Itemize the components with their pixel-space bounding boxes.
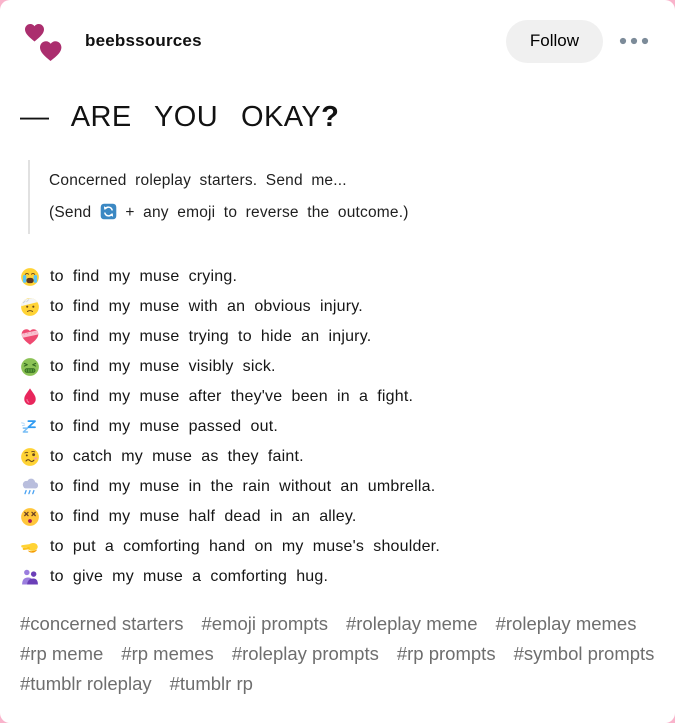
list-item [20, 502, 655, 532]
woozy-face-icon [20, 447, 40, 467]
tag[interactable]: #roleplay memes [495, 613, 637, 634]
tag[interactable]: #concerned starters [20, 613, 184, 634]
tag[interactable]: #emoji prompts [201, 613, 328, 634]
quote-line-1: Concerned roleplay starters. Send me... [49, 172, 347, 189]
tag[interactable]: #rp prompts [396, 643, 496, 664]
list-item [20, 562, 655, 592]
list-item-text: to catch my muse as they faint. [50, 448, 304, 465]
nauseated-face-icon [20, 357, 40, 377]
list-item-text: to find my muse in the rain without an umbrella. [50, 478, 436, 495]
mending-heart-icon [20, 327, 40, 347]
list-item-text: to find my muse half dead in an alley. [50, 508, 357, 525]
meatballs-icon [616, 23, 652, 59]
title-dash: — [20, 101, 50, 133]
list-item-text: to give my muse a comforting hug. [50, 568, 329, 585]
list-item [20, 322, 655, 352]
zzz-icon [20, 417, 40, 437]
list-item-text: to find my muse trying to hide an injury. [50, 328, 372, 345]
prompt-list [20, 262, 655, 592]
quote-line-2-prefix: (Send [49, 204, 92, 221]
quote-line-2-suffix: + any emoji to reverse the outcome.) [125, 204, 409, 221]
knocked-out-face-icon [20, 507, 40, 527]
list-item [20, 532, 655, 562]
meatballs-menu-button[interactable] [613, 20, 655, 63]
palm-down-hand-icon [20, 537, 40, 557]
quote-block [28, 160, 675, 234]
title-text: ARE YOU OKAY [70, 101, 322, 133]
post-header [0, 0, 675, 65]
list-item [20, 412, 655, 442]
list-item-text: to find my muse with an obvious injury. [50, 298, 363, 315]
list-item [20, 352, 655, 382]
list-item-text: to find my muse crying. [50, 268, 238, 285]
head-bandage-face-icon [20, 297, 40, 317]
crying-face-icon [20, 267, 40, 287]
title-question-mark: ? [321, 101, 340, 133]
list-item-text: to find my muse visibly sick. [50, 358, 276, 375]
username[interactable]: beebssources [85, 31, 202, 50]
tag-list [20, 609, 655, 699]
quote-line-2 [49, 202, 675, 224]
post-title [20, 101, 655, 134]
tag[interactable]: #roleplay meme [345, 613, 478, 634]
blood-drop-icon [20, 387, 40, 407]
follow-button[interactable]: Follow [506, 20, 603, 63]
list-item [20, 442, 655, 472]
tag[interactable]: #roleplay prompts [231, 643, 379, 664]
people-hugging-icon [20, 567, 40, 587]
list-item-text: to find my muse passed out. [50, 418, 279, 435]
tag[interactable]: #tumblr roleplay [20, 673, 152, 694]
avatar[interactable] [20, 17, 68, 65]
tag[interactable]: #tumblr rp [169, 673, 253, 694]
list-item [20, 382, 655, 412]
tag[interactable]: #rp memes [121, 643, 214, 664]
list-item-text: to find my muse after they've been in a fight. [50, 388, 414, 405]
list-item-text: to put a comforting hand on my muse's shoulder. [50, 538, 440, 555]
tag[interactable]: #rp meme [20, 643, 104, 664]
two-hearts-icon [20, 17, 68, 65]
tag[interactable]: #symbol prompts [513, 643, 655, 664]
rain-cloud-icon [20, 477, 40, 497]
list-item [20, 472, 655, 502]
list-item [20, 262, 655, 292]
counterclockwise-arrows-icon [100, 203, 117, 220]
list-item [20, 292, 655, 322]
